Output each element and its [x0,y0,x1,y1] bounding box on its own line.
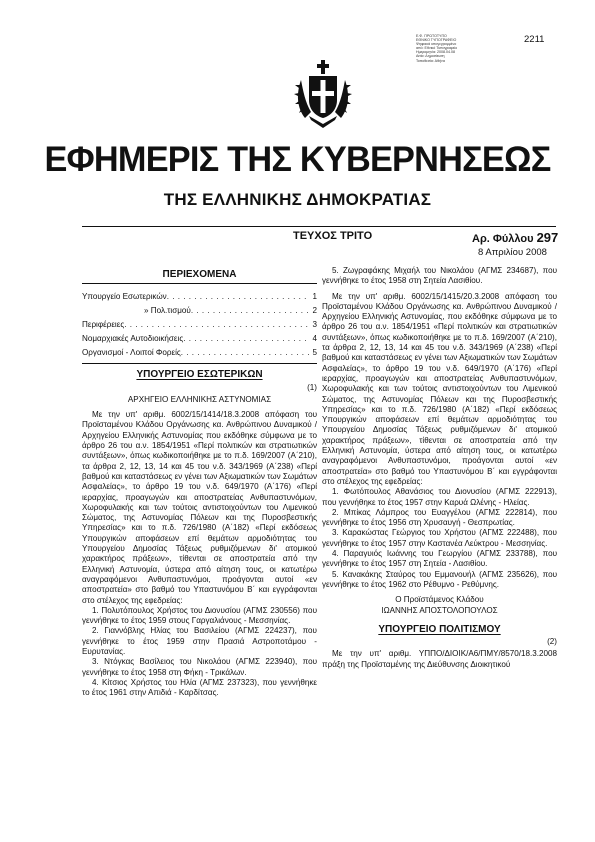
list-item: 4. Κίτσιος Χρήστος του Ηλία (ΑΓΜΣ 237323), που γεννήθηκε το έτος 1961 στην Απιδιά - Καρδίτσας. [82,677,317,698]
stamp-line: Αιτία: Δημοσίευση [416,54,445,59]
stamp-line: ΕΘΝΙΚΟ ΤΥΠΟΓΡΑΦΕΙΟ [416,38,457,43]
right-column [322,266,557,670]
left-column [82,266,317,699]
issue-date: 8 Απριλίου 2008 [478,247,547,258]
toc-label: Υπουργείο Εσωτερικών [82,292,167,302]
header-divider [82,226,556,227]
toc-label: Περιφέρειες [82,320,125,330]
toc-item[interactable] [82,318,317,332]
toc-page: 1 [312,292,317,302]
decision-number: (2) [547,637,557,647]
issue-label: Αρ. Φύλλου [472,233,534,245]
toc-item[interactable] [82,304,317,318]
section-heading: ΥΠΟΥΡΓΕΙΟ ΠΟΛΙΤΙΣΜΟΥ [378,623,501,635]
list-item: 5. Κανακάκης Σταύρος του Εμμανουήλ (ΑΓΜΣ 235626), που γεννήθηκε το έτος 1962 στο Ρέθυμνο - Ρεθύμνης. [322,569,557,589]
toc-label: » Πολ.τισμού [144,306,191,316]
toc-item[interactable] [82,332,317,346]
list-item: 2. Μπίκας Λάμπρος του Ευαγγέλου (ΑΓΜΣ 222814), που γεννήθηκε το έτος 1956 στη Χρυσαυγή - Θεσπρωτίας. [322,507,557,528]
issue-number: 297 [536,230,559,245]
list-item: 1. Πολυτόπουλος Χρήστος του Διονυσίου (ΑΓΜΣ 230556) που γεννήθηκε το έτος 1959 στους Γαργαλιάνους - Μεσσηνίας. [82,605,317,626]
toc-page: 4 [312,334,317,344]
stamp-line: Ημερομηνία: 2008.04.08 [416,50,456,55]
gazette-subtitle: ΤΗΣ ΕΛΛΗΝΙΚΗΣ ΔΗΜΟΚΡΑΤΙΑΣ [163,190,432,209]
agency-name: ΑΡΧΗΓΕΙΟ ΕΛΛΗΝΙΚΗΣ ΑΣΤΥΝΟΜΙΑΣ [127,394,272,404]
coat-of-arms-icon [293,50,353,132]
list-item: 1. Φωτόπουλος Αθανάσιος του Διονυσίου (ΑΓΜΣ 222913), που γεννήθηκε το έτος 1957 στην Καρυά Ωλένης - Ηλείας. [322,487,557,507]
toc-item[interactable] [82,290,317,304]
decision-paragraph: Με την υπ' αριθμ. 6002/15/1414/18.3.2008 απόφαση του Προϊσταμένου Κλάδου Οργάνωσης κα. Ανθρώπινου Δυναμικού / Αρχηγείου Ελληνικής Αστυνομίας που εκδόθηκε σύμφωνα με το άρθρο 26 του α.ν. 1854/1951 «Περί πολιτικών και στρατιωτικών συντάξεων», όπως κωδικοποιήθηκε με το π.δ. 169/2007 (Α΄210), τα άρθρα 2, 12, 13, 14 και 45 του ν.δ. 343/1969 (Α΄238) «Περί βαθμού και καταστάσεως εν γένει των Αξιωματικών των Σωμάτων Ασφαλείας», το άρθρο 19 του ν.δ. 649/1970 (Α΄176) «Περί ιεραρχίας, προαγωγών και αποστρατείας Ανθυπαστυνόμων, Χωροφυλακής και των τούτοις αντιστοιχούντων του Λιμενικού Σώματος, της Αστυνομίας Πόλεων και της Πυροσβεστικής Υπηρεσίας» και το π.δ. 726/1980 (Α΄182) «Περί εκδόσεως Υπουργικών αποφάσεων επί θεμάτων αρμοδιότητας του Υπουργείου Δημοσίας Τάξεως ρυθμιζόμενων δι' ατομικού χαρακτήρος πράξεων», τίθενται σε αποστρατεία από την Ελληνική Αστυνομία, ύστερα από αίτηση τους, οι κατωτέρω αναγραφόμενοι Ανθυπαστυνόμοι, προάγονται αυτοί «εν αποστρατεία» στο βαθμό του Υπαστυνόμου Β΄ και εγγράφονται στο στέλεχος της εφεδρείας: [82,410,317,605]
toc-item[interactable] [82,346,317,360]
stamp-line: από: Εθνικό Τυπογραφείο [416,46,458,51]
toc-label: Νομαρχιακές Αυτοδιοικήσεις [82,334,184,344]
toc-page: 2 [312,306,317,316]
list-item: 3. Ντόγκας Βασίλειος του Νικολάου (ΑΓΜΣ 223940), που γεννήθηκε το έτος 1958 στη Φήκη - Τρικάλων. [82,657,317,677]
divider [82,363,317,364]
stamp-line: Ψηφιακά υπογεγραμμένο [416,42,457,47]
toc-heading: ΠΕΡΙΕΧΟΜΕΝΑ [162,269,237,280]
stamp-line: Τοποθεσία: Αθήνα [416,58,445,63]
gazette-title: ΕΦΗΜΕΡΙΣ ΤΗΣ ΚΥΒΕΡΝΗΣΕΩΣ [44,140,551,179]
signatory-name: ΙΩΑΝΝΗΣ ΑΠΟΣΤΟΛΟΠΟΥΛΟΣ [381,605,498,615]
signatory-title: Ο Προϊστάμενος Κλάδου [395,595,484,605]
stamp-line: Ε.Φ. ΠΡΩΤΟΤΥΠΟ [416,34,447,38]
section-heading: ΥΠΟΥΡΓΕΙΟ ΕΣΩΤΕΡΙΚΩΝ [136,369,263,381]
toc-page: 3 [312,320,317,330]
signature-stamp [416,34,482,63]
list-item: 4. Παραγυιός Ιωάννης του Γεωργίου (ΑΓΜΣ 233788), που γεννήθηκε το έτος 1957 στη Σητεία - Λασιθίου. [322,549,557,569]
issue-type: ΤΕΥΧΟΣ ΤΡΙΤΟ [293,230,373,242]
list-item: 5. Ζωγραφάκης Μιχαήλ του Νικολάου (ΑΓΜΣ 234687), που γεννήθηκε το έτος 1958 στη Σητεία Λασιθίου. [322,266,557,286]
toc-page: 5 [312,348,317,358]
divider [82,283,317,284]
toc-label: Οργανισμοί - Λοιποί Φορείς [82,348,181,358]
decision-number: (1) [307,382,317,392]
list-item: 3. Καρακώστας Γεώργιος του Χρήστου (ΑΓΜΣ 222488), που γεννήθηκε το έτος 1957 στην Καστανέα Λεύκτρου - Μεσσηνίας. [322,528,557,548]
decision-paragraph: Με την υπ' αριθμ. ΥΠΠΟ/ΔΙΟΙΚ/Α6/ΠΜΥ/8570/18.3.2008 πράξη της Προϊσταμένης της Διεύθυνσης Διοικητικού [322,649,557,669]
page-number: 2211 [524,34,545,45]
issue-number-block [472,230,558,245]
list-item: 2. Γιαννόβλης Ηλίας του Βασιλείου (ΑΓΜΣ 224237), που γεννήθηκε το έτος 1959 στην Πρασιά Αστροποτάμου - Ευρυτανίας. [82,626,317,657]
decision-paragraph: Με την υπ' αριθμ. 6002/15/1415/20.3.2008 απόφαση του Προϊσταμένου Κλάδου Οργάνωσης κα. Ανθρώπινου Δυναμικού / Αρχηγείου Ελληνικής Αστυνομίας, που εκδόθηκε σύμφωνα με το άρθρο 26 του α.ν. 1854/1951 «Περί πολιτικών και στρατιωτικών συντάξεων», όπως κωδικοποιήθηκε με το π.δ. 169/2007 (Α΄210), τα άρθρα 2, 12, 13, 14 και 45 του ν.δ. 343/1969 (Α΄238) «Περί βαθμού και καταστάσεως εν γένει των Αξιωματικών των Σωμάτων Ασφαλείας», το άρθρο 19 του ν.δ. 649/1970 (Α΄176) «Περί ιεραρχίας, προαγωγών και αποστρατείας Ανθυπαστυνόμων, Χωροφυλακής και των τούτοις αντιστοιχούντων του Λιμενικού Σώματος, της Αστυνομίας Πόλεων και της Πυροσβεστικής Υπηρεσίας» και το π.δ. 726/1980 (Α΄182) «Περί εκδόσεως Υπουργικών αποφάσεων επί θεμάτων αρμοδιότητας του Υπουργείου Δημοσίας Τάξεως ρυθμιζόμενων δι' ατομικού χαρακτήρος πράξεων», τίθενται σε αποστρατεία από την Ελληνική Αστυνομία, ύστερα από αίτηση τους, οι κατωτέρω αναγραφόμενοι Ανθυπαστυνόμοι, προάγονται αυτοί «εν αποστρατεία» στο βαθμό του Υπαστυνόμου Β΄ και εγγράφονται στο στέλεχος της εφεδρείας: [322,291,557,486]
